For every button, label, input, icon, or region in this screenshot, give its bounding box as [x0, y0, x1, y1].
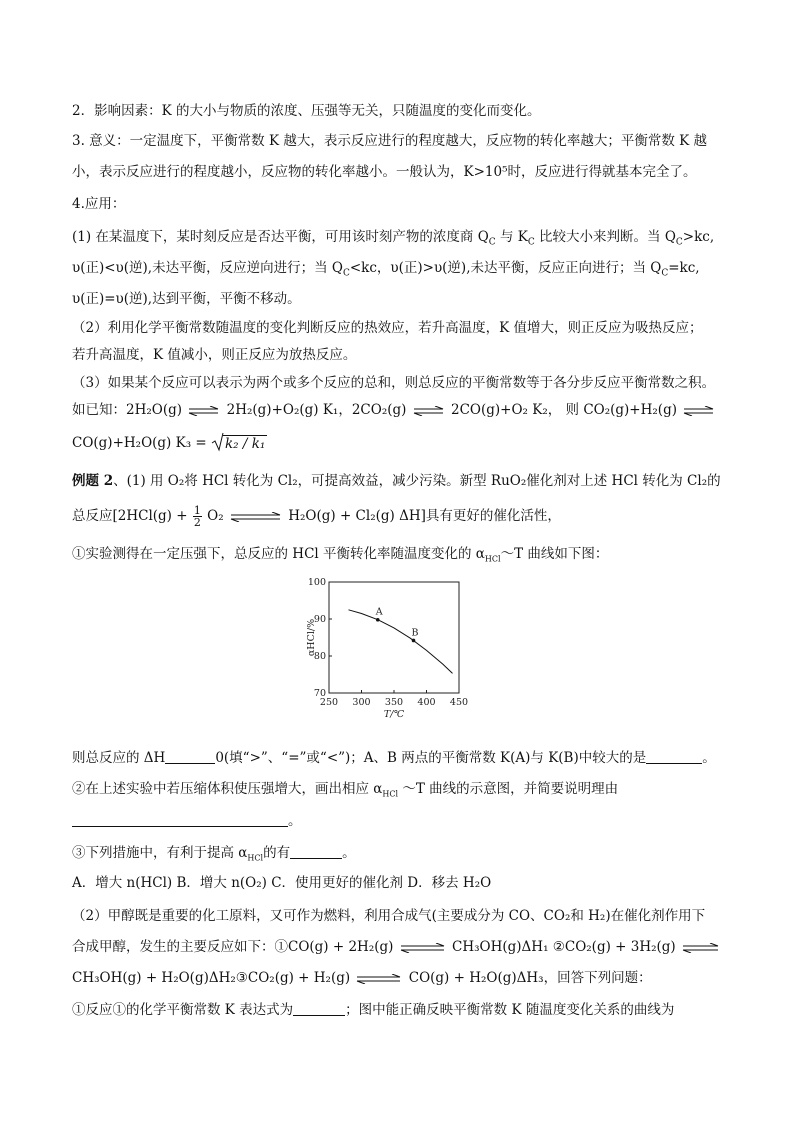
question-3: ③下列措施中，有利于提高 $\alpha_{HCl}$的有 。: [72, 845, 356, 863]
part-2-line1: （2）甲醇既是重要的化工原料，又可作为燃料，利用合成气(主要成分为 CO、CO₂和 H₂)在催化剂作用下: [72, 908, 706, 924]
data-point-label: A: [375, 606, 383, 618]
data-point-b: [412, 639, 416, 643]
conversion-temperature-chart: [300, 575, 490, 725]
para-application-heading: 4.应用：: [72, 196, 126, 212]
x-axis-label: T/℃: [383, 709, 405, 720]
data-point-a: [376, 618, 380, 622]
sqrt-icon: [211, 432, 224, 452]
sqrt-expression: k₂ / k₁: [211, 434, 267, 454]
answer-blank[interactable]: [646, 749, 702, 764]
question-3-options: A．增大 n(HCl) B．增大 n(O₂) C．使用更好的催化剂 D．移去 H₂O: [72, 875, 492, 891]
para-app-3-line1: （3）如果某个反应可以表示为两个或多个反应的总和，则总反应的平衡常数等于各分步反应平衡常数之积。: [72, 375, 716, 391]
answer-blank[interactable]: [290, 844, 342, 859]
para-app-1-line3: υ(正)=υ(逆),达到平衡，平衡不移动。: [72, 291, 301, 307]
answer-blank[interactable]: [293, 1001, 345, 1016]
y-tick-label: 90: [313, 614, 326, 625]
y-tick-label: 100: [307, 577, 326, 588]
part-2-question-1: ①反应①的化学平衡常数 K 表达式为 ；图中能正确反映平衡常数 K 随温度变化关系的曲线为: [72, 1002, 675, 1018]
part-2-line3: CH₃OH(g) + H₂O(g)ΔH₂③CO₂(g) + H₂(g) CO(g) + H₂O(g)ΔH₃，回答下列问题：: [72, 970, 652, 986]
x-tick-label: 300: [352, 697, 371, 708]
question-1-fill: 则总反应的 ΔH 0(填“>”、“=”或“<”)；A、B 两点的平衡常数 K(A)与 K(B)中较大的是 。: [72, 750, 716, 766]
fraction-one-half: $\frac{1}{2}$: [193, 504, 201, 529]
x-tick-label: 250: [319, 697, 339, 708]
para-example-reactions: 如已知：2H₂O(g) 2H₂(g)+O₂(g) K₁，2CO₂(g) 2CO(g)+O₂ K₂， 则 CO₂(g)+H₂(g): [72, 400, 717, 420]
para-meaning-1: 3. 意义：一定温度下，平衡常数 K 越大，表示反应进行的程度越大，反应物的转化率越大；平衡常数 K 越: [72, 133, 708, 149]
part-2-line2: 合成甲醇，发生的主要反应如下：①CO(g) + 2H₂(g) CH₃OH(g)ΔH₁ ②CO₂(g) + 3H₂(g): [72, 937, 722, 957]
x-tick-label: 350: [384, 697, 404, 708]
para-app-1-line1: (1) 在某温度下，某时刻反应是否达平衡，可用该时刻产物的浓度商 $Q_C$ 与 $K_C$ 比较大小来判断。当 $Q_C>kc$,: [72, 229, 715, 248]
y-tick-label: 80: [313, 651, 326, 662]
question-1-intro: ①实验测得在一定压强下，总反应的 HCl 平衡转化率随温度变化的 $\alpha_{HCl}\sim T$ 曲线如下图：: [72, 546, 609, 564]
x-tick-label: 400: [417, 697, 436, 708]
question-2-line1: ②在上述实验中若压缩体积使压强增大，画出相应 $\alpha_{HCl}$ ～T 曲线的示意图，并简要说明理由: [72, 781, 619, 799]
para-k3-formula: CO(g)+H₂O(g) K₃ = k₂ / k₁: [72, 433, 267, 454]
equilibrium-arrow-icon: [400, 943, 446, 953]
series-line: [349, 610, 453, 674]
para-app-1-line2: υ(正)<υ(逆),未达平衡，反应逆向进行；当 $Q_C<kc$，υ(正)>υ(逆),未达平衡，反应正向进行；当 $Q_C=kc$,: [72, 260, 700, 279]
y-tick-label: 70: [313, 688, 326, 699]
equilibrium-arrow-icon: [682, 943, 720, 953]
para-meaning-2: 小，表示反应进行的程度越小，反应物的转化率越小。一般认为，K>10⁵时，反应进行得就基本完全了。: [72, 164, 697, 180]
plot-frame: [329, 582, 459, 693]
question-2-line2: 。: [72, 811, 302, 831]
para-factors: 2．影响因素：K 的大小与物质的浓度、压强等无关，只随温度的变化而变化。: [72, 103, 541, 119]
example-2-line2: 总反应[2HCl(g) + $\frac{1}{2}$ O₂ H₂O(g) + Cl₂(g) ΔH]具有更好的催化活性，: [72, 504, 561, 529]
para-app-2-line1: （2）利用化学平衡常数随温度的变化判断反应的热效应，若升高温度，K 值增大，则正反应为吸热反应；: [72, 320, 703, 336]
x-tick-label: 450: [449, 697, 469, 708]
answer-blank[interactable]: [165, 749, 215, 764]
equilibrium-arrow-icon: [683, 406, 715, 416]
data-point-label: B: [411, 627, 419, 639]
equilibrium-arrow-icon: [356, 974, 402, 984]
y-axis-label: αHCl/%: [306, 618, 317, 657]
example-2-line1: 例题 2、(1) 用 O₂将 HCl 转化为 Cl₂，可提高效益，减少污染。新型 RuO₂催化剂对上述 HCl 转化为 Cl₂的: [72, 473, 721, 489]
para-app-2-line2: 若升高温度，K 值减小，则正反应为放热反应。: [72, 347, 357, 363]
equilibrium-arrow-icon: [230, 512, 282, 522]
example-label: 例题 2: [72, 473, 114, 489]
answer-blank[interactable]: [72, 812, 288, 827]
equilibrium-arrow-icon: [188, 406, 220, 416]
equilibrium-arrow-icon: [413, 406, 445, 416]
